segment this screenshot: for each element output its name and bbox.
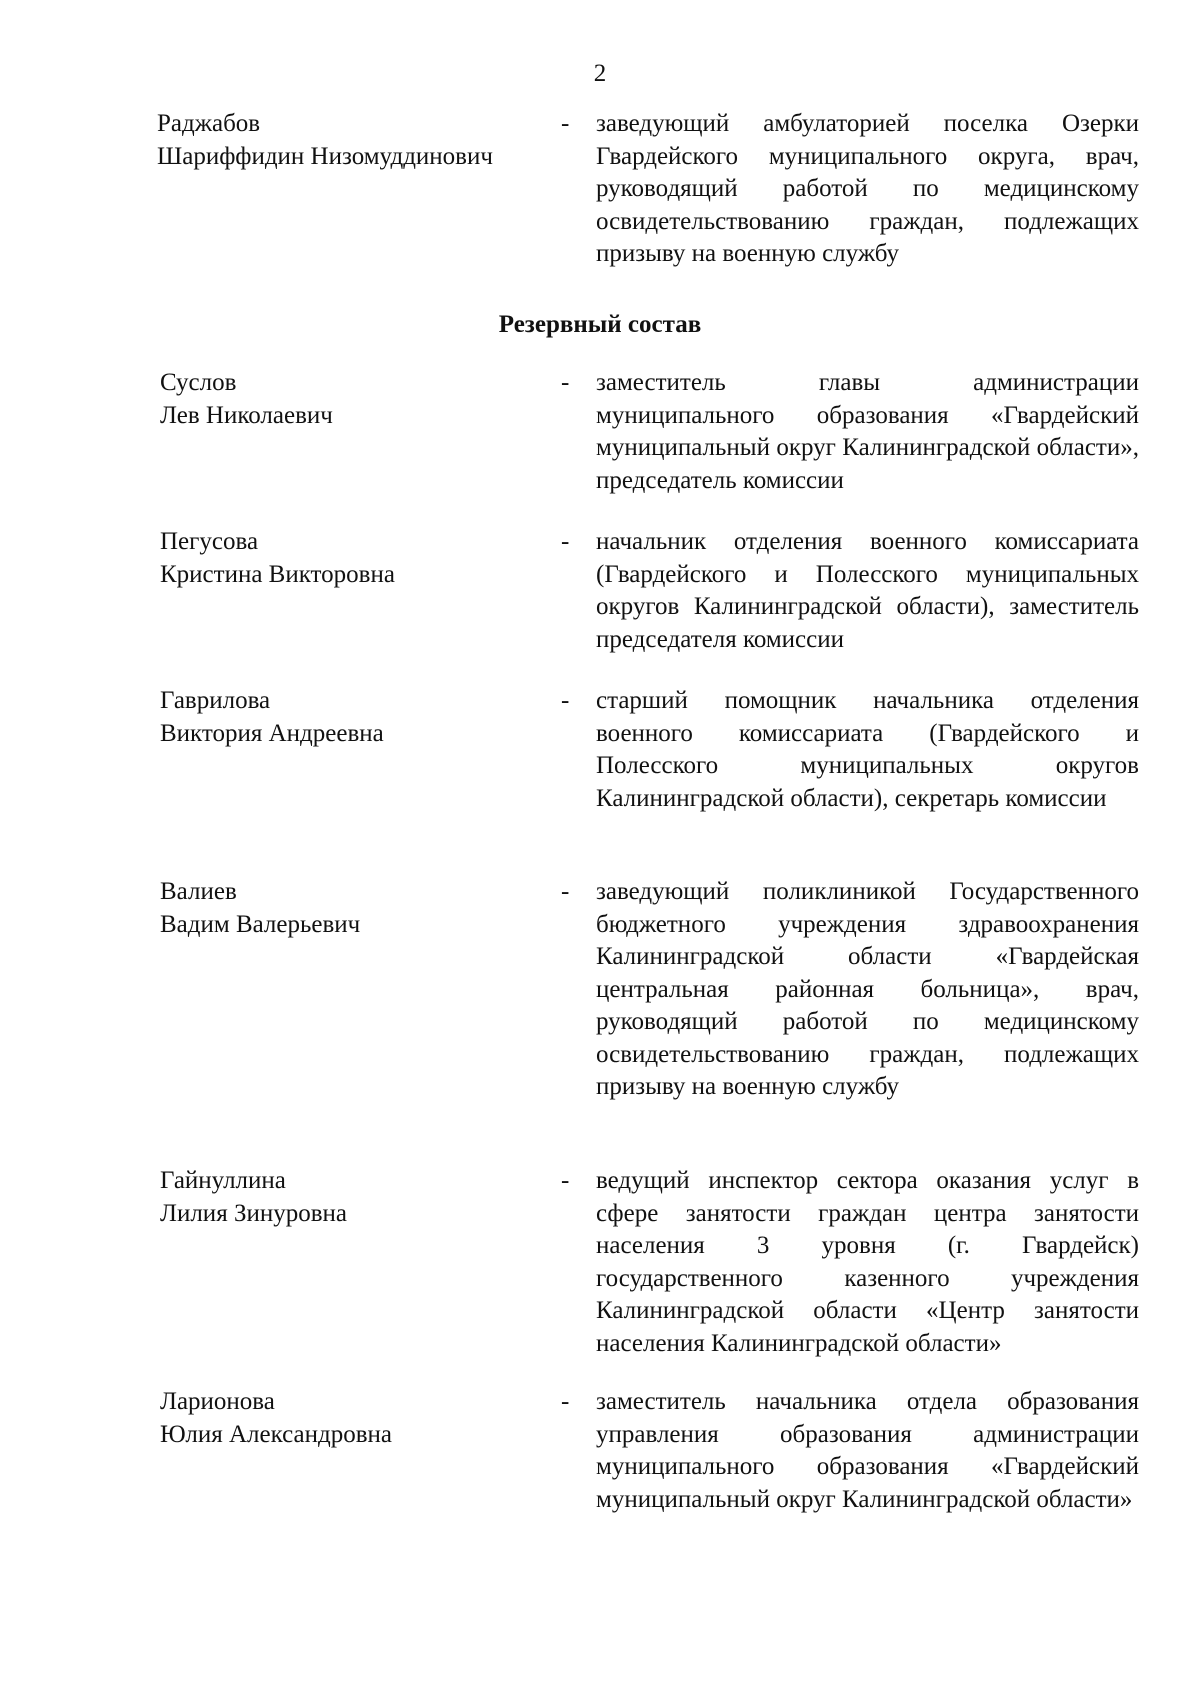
member-position: заместитель главы администрации муниципального образования «Гвардейский муниципальный округ Калининградской области», председатель комиссии [596, 369, 1139, 494]
member-surname: Гаврилова [160, 687, 271, 714]
member-name [157, 108, 557, 173]
member-given-name: Шариффидин Низомуддинович [157, 142, 493, 170]
member-position: заместитель начальника отдела образования управления образования администрации муниципального образования «Гвардейский муниципальный округ Калининградской области» [596, 1388, 1139, 1513]
member-surname: Валиев [160, 878, 237, 905]
member-surname: Раджабов [157, 110, 261, 137]
member-surname: Пегусова [160, 528, 259, 555]
member-position: заведующий амбулаторией поселка Озерки Гвардейского муниципального округа, врач, руководящий работой по медицинскому освидетельствованию граждан, подлежащих призыву на военную службу [596, 110, 1139, 267]
member-name [160, 1165, 560, 1230]
member-name [160, 526, 560, 591]
member-name [160, 1386, 560, 1451]
member-given-name: Вадим Валерьевич [160, 910, 361, 938]
member-given-name: Кристина Викторовна [160, 560, 395, 588]
member-surname: Суслов [160, 369, 237, 396]
member-given-name: Лев Николаевич [160, 401, 333, 429]
member-dash: - [561, 878, 570, 905]
member-position: ведущий инспектор сектора оказания услуг в сфере занятости граждан центра занятости населения 3 уровня (г. Гвардейск) государственного казенного учреждения Калининградской области «Центр занятости населения Калининградской области» [596, 1167, 1139, 1357]
member-position: начальник отделения военного комиссариата (Гвардейского и Полесского муниципальных округов Калининградской области), заместитель председателя комиссии [596, 528, 1139, 653]
member-given-name: Виктория Андреевна [160, 719, 384, 747]
member-position: старший помощник начальника отделения военного комиссариата (Гвардейского и Полесского муниципальных округов Калининградской области), секретарь комиссии [596, 687, 1139, 812]
member-dash: - [561, 1167, 570, 1194]
member-position: заведующий поликлиникой Государственного бюджетного учреждения здравоохранения Калининградской области «Гвардейская центральная районная больница», врач, руководящий работой по медицинскому освидетельствованию граждан, подлежащих призыву на военную службу [596, 878, 1139, 1100]
member-dash: - [561, 369, 570, 396]
member-name [160, 685, 560, 750]
member-dash: - [561, 1388, 570, 1415]
member-dash: - [561, 528, 570, 555]
member-name [160, 367, 560, 432]
member-given-name: Лилия Зинуровна [160, 1199, 347, 1227]
member-dash: - [561, 687, 570, 714]
section-title-reserve: Резервный состав [498, 311, 702, 338]
page-number: 2 [593, 60, 607, 87]
member-given-name: Юлия Александровна [160, 1420, 392, 1448]
member-dash: - [561, 110, 570, 137]
member-surname: Гайнуллина [160, 1167, 286, 1194]
member-name [160, 876, 560, 941]
member-surname: Ларионова [160, 1388, 275, 1415]
